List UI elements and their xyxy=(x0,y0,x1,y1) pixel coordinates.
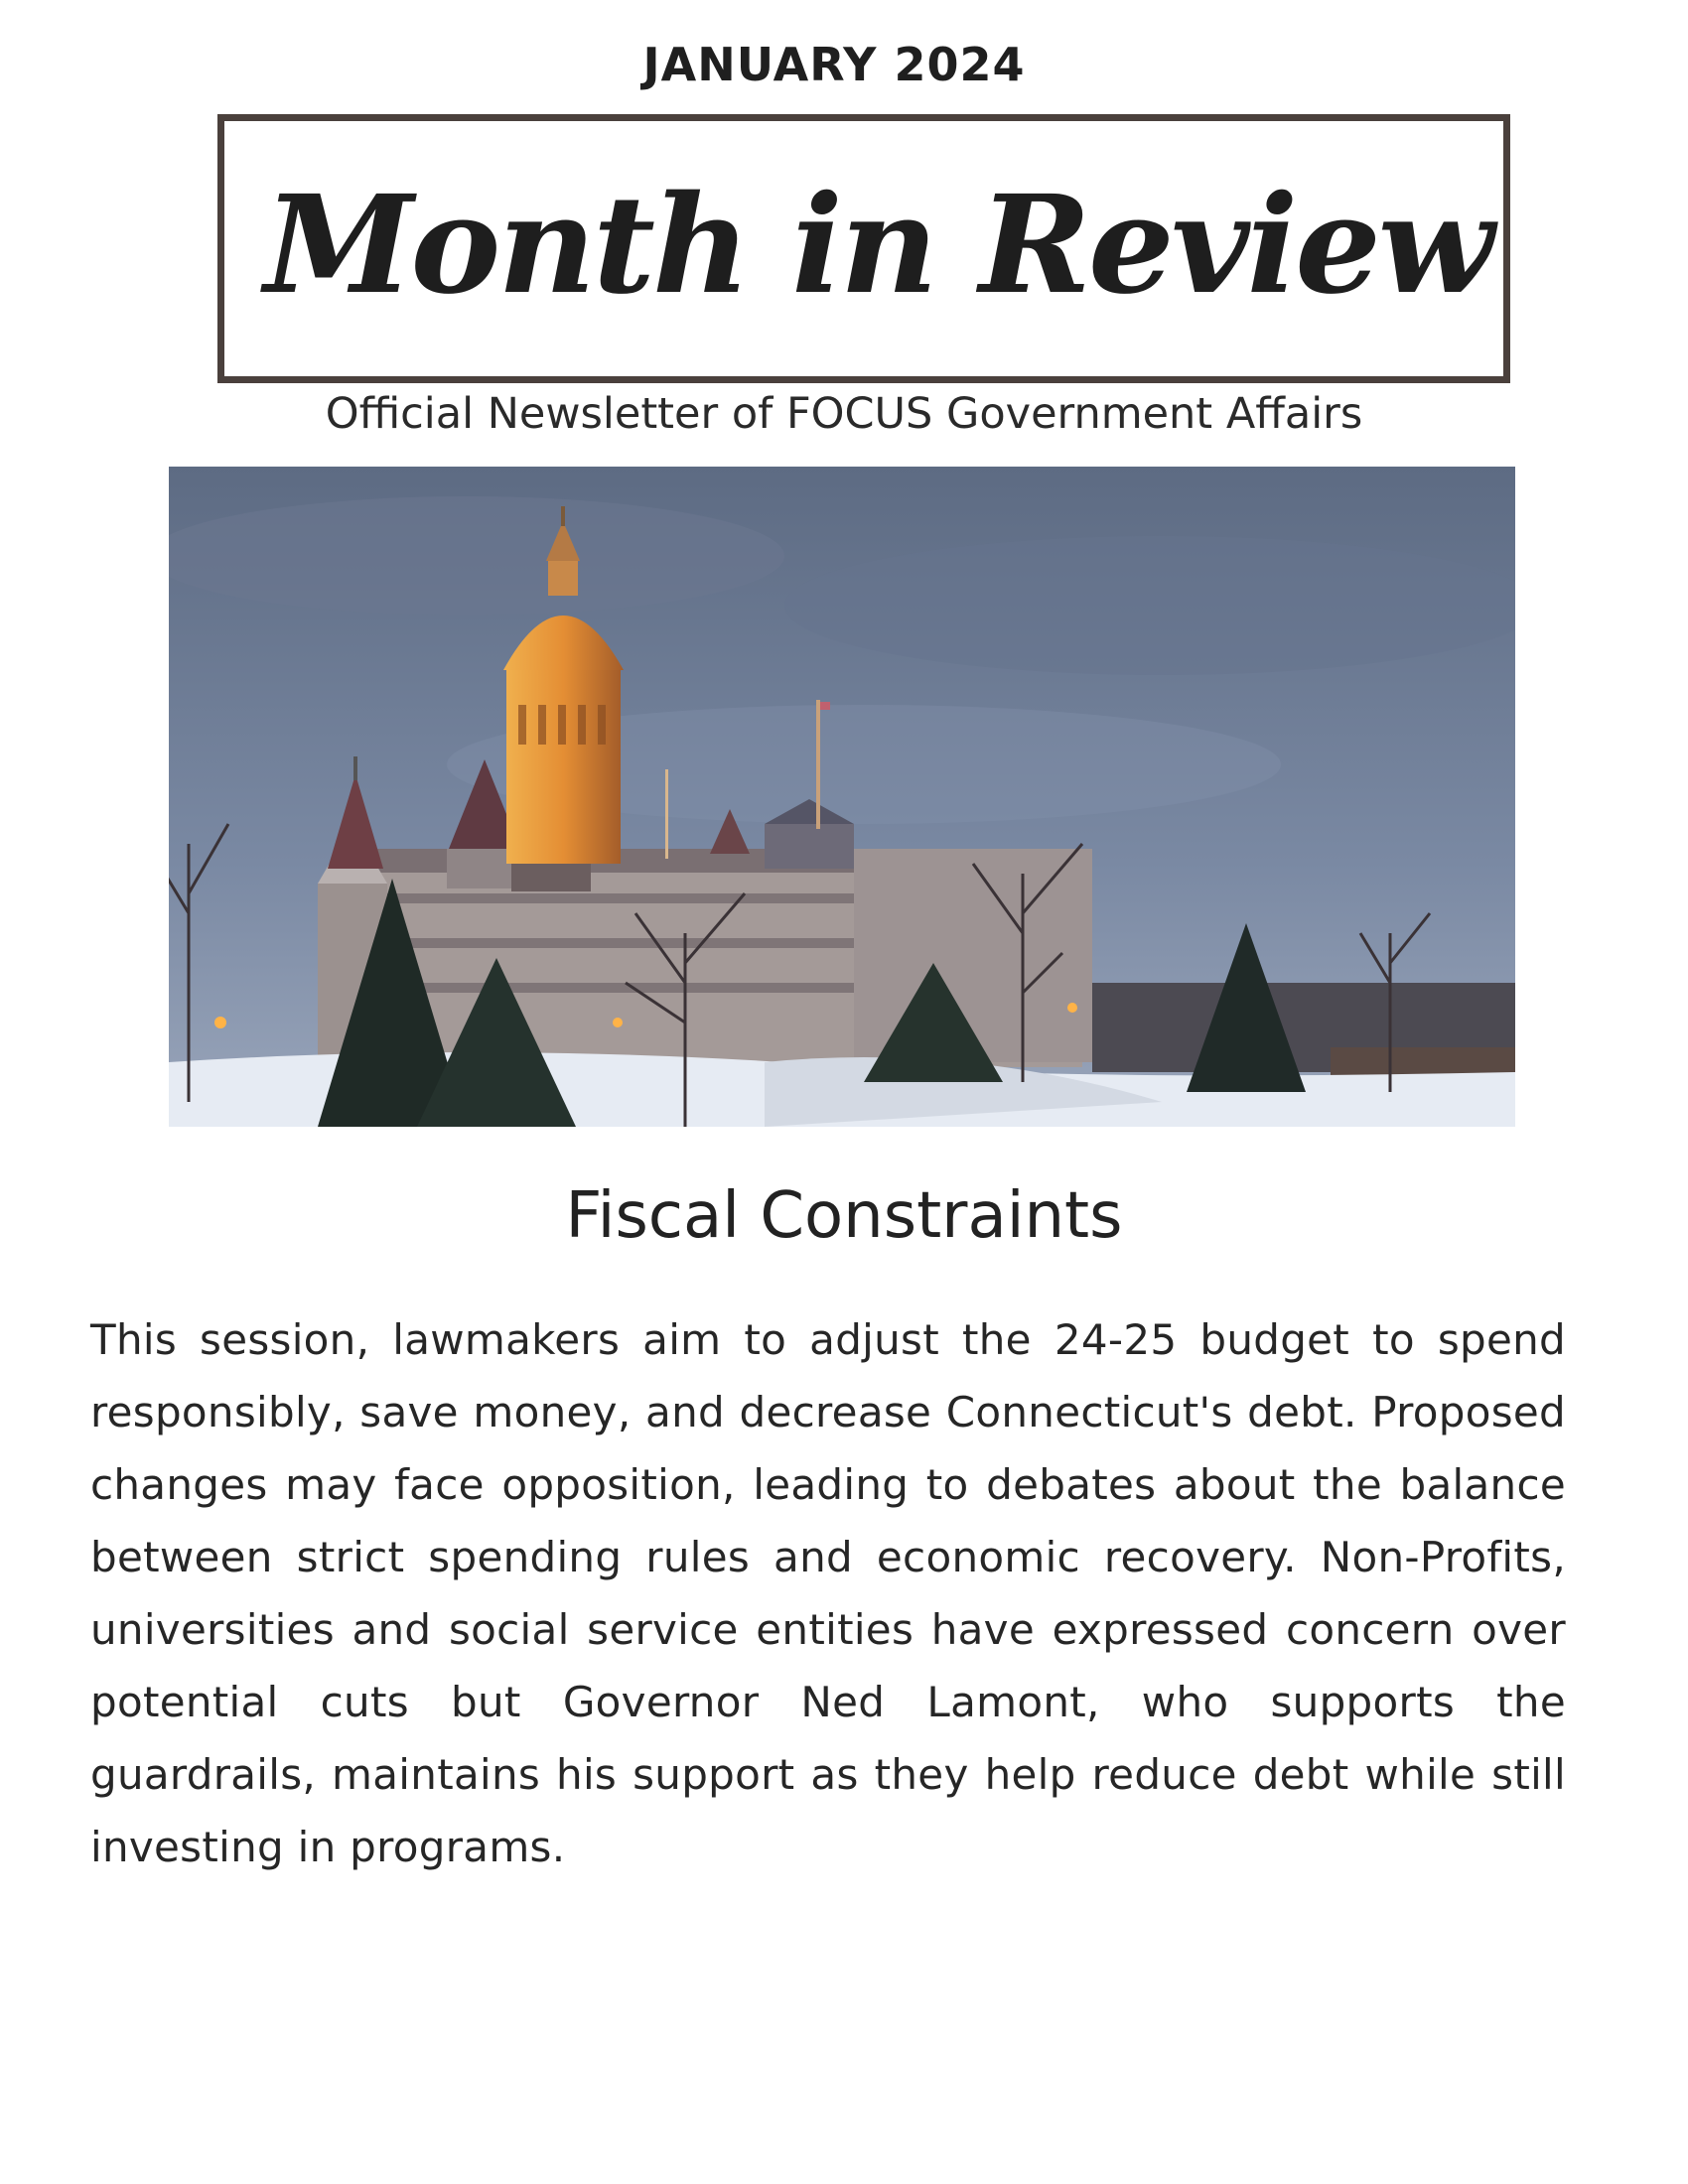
article-body: This session, lawmakers aim to adjust the 24-25 budget to spend responsibly, save money, and decrease Connecticut's debt. Proposed changes may face opposition, leading to debates about the balance between strict spending rules and economic recovery. Non-Profits, universities and social service entities have expressed concern over potential cuts but Governor Ned Lamont, who supports the guardrails, maintains his support as they help reduce debt while still investing in programs. xyxy=(90,1315,1566,1871)
capitol-photo xyxy=(169,467,1515,1127)
newsletter-title: Month in Review xyxy=(264,166,1491,325)
newsletter-subtitle: Official Newsletter of FOCUS Government Affairs xyxy=(325,389,1363,439)
article-heading: Fiscal Constraints xyxy=(565,1179,1123,1253)
issue-date: JANUARY 2024 xyxy=(642,38,1026,91)
masthead-frame xyxy=(217,114,1510,383)
capitol-illustration xyxy=(169,467,1515,1127)
